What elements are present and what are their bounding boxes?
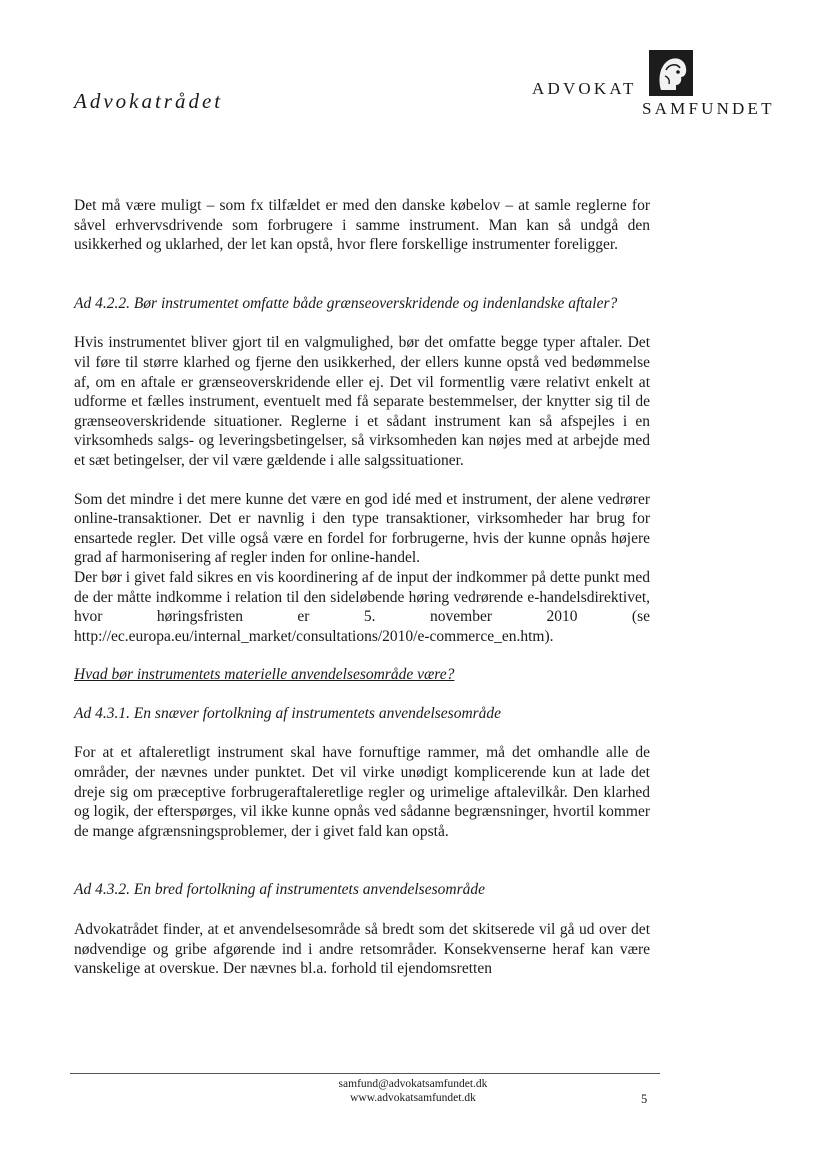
footer-website[interactable]: www.advokatsamfundet.dk <box>350 1092 476 1104</box>
paragraph-1: Det må være muligt – som fx tilfældet er med den danske købelov – at samle reglerne for såvel erhvervsdrivende som forbrugere i samme instrument. Man kan så undgå den usikkerhed og uklarhed, der let kan opstå, hvor flere forskellige instrumenter foreligger. <box>74 197 650 254</box>
footer-divider <box>70 1073 660 1074</box>
helmet-head-icon <box>649 50 693 96</box>
page-number: 5 <box>641 1092 648 1106</box>
paragraph-3: Som det mindre i det mere kunne det være en god idé med et instrument, der alene vedrører online-transaktioner. Det er navnlig i den type transaktioner, virksomheder har brug for ensartede regler. Det ville også være en fordel for forbrugerne, hvis der kunne opnås højere grad af harmonisering af regler inden for online-handel. <box>74 490 650 567</box>
document-body <box>74 196 650 979</box>
paragraph-4-text: Der bør i givet fald sikres en vis koordinering af de input der indkommer på dette punkt med de der måtte indkomme i relation til den sideløbende høring vedrørende e-handelsdirektivet, hvor høringsfristen er 5. november 2010 (se <box>74 568 650 626</box>
heading-4-3-1: Ad 4.3.1. En snæver fortolkning af instrumentets anvendelsesområde <box>74 704 502 722</box>
logo-text-advokat: ADVOKAT <box>532 79 637 98</box>
paragraph-6: Advokatrådet finder, at et anvendelsesområde så bredt som det skitserede vil gå ud over det nødvendige og gribe afgørende ind i andre retsområder. Konsekvenserne heraf kan være vanskelige at overskue. Der nævnes bl.a. forhold til ejendomsretten <box>74 921 650 978</box>
paragraph-5: For at et aftaleretligt instrument skal have fornuftige rammer, må det omhandle alle de områder, der nævnes under punktet. Det vil virke unødigt komplicerende kun at lade det dreje sig om præceptive forbrugeraftaleretlige regler og urimelige aftalevilkår. Den klarhed og logik, der efterspørges, vil ikke kunne opnås ved sådanne begrænsninger, hvortil kommer de mange afgrænsningsproblemer, der i givet fald kan opstå. <box>74 744 650 840</box>
paragraph-4 <box>74 568 650 646</box>
consultation-link[interactable]: http://ec.europa.eu/internal_market/consultations/2010/e-commerce_en.htm). <box>74 627 554 645</box>
paragraph-2: Hvis instrumentet bliver gjort til en valgmulighed, bør det omfatte begge typer aftaler. Det vil føre til større klarhed og fjerne den usikkerhed, der ellers kunne opstå ved bedømmelse af, om en aftale er grænseoverskridende eller ej. Det vil formentlig være relativt enkelt at udforme et fælles instrument, eventuelt med få separate bestemmelser, der knytter sig til de grænseoverskridende situationer. Reglerne i et sådant instrument kan så afspejles i en virksomheds salgs- og leveringsbetingelser, så virksomheden kan nøjes med at arbejde med et sæt betingelser, der vil være gældende i alle salgssituationer. <box>74 334 650 469</box>
section-heading-scope: Hvad bør instrumentets materielle anvendelsesområde være? <box>74 666 455 684</box>
heading-4-3-2: Ad 4.3.2. En bred fortolkning af instrumentets anvendelsesområde <box>74 881 485 899</box>
logo-text-samfundet: SAMFUNDET <box>642 99 775 118</box>
footer-email[interactable]: samfund@advokatsamfundet.dk <box>338 1078 488 1090</box>
advokatsamfundet-logo <box>530 50 800 130</box>
heading-4-2-2: Ad 4.2.2. Bør instrumentet omfatte både grænseoverskridende og indenlandske aftaler? <box>74 294 618 312</box>
brand-title: Advokatrådet <box>74 89 224 113</box>
